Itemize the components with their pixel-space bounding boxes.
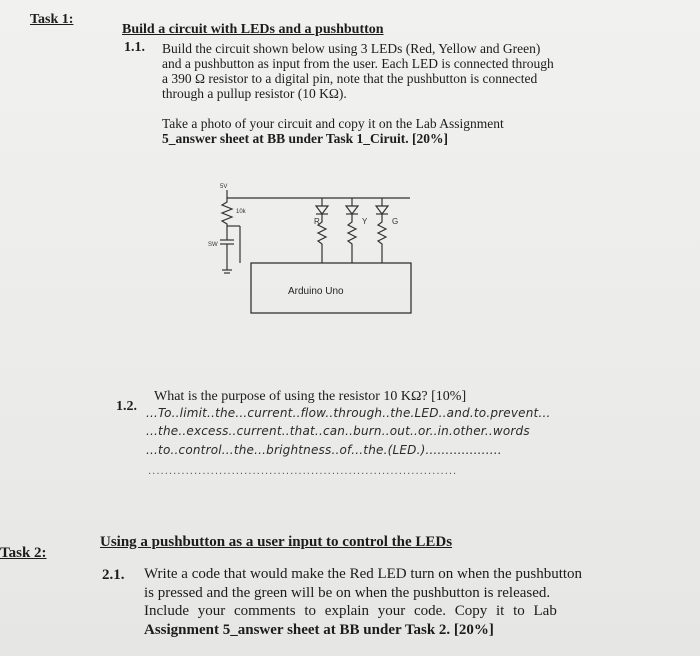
switch-label: SW (208, 242, 218, 248)
item-1-1-number: 1.1. (124, 40, 145, 55)
item-1-1-line: Build the circuit shown below using 3 LEDs (Red, Yellow and Green) (162, 41, 541, 56)
item-1-1-line: and a pushbutton as input from the user. Each LED is connected through (162, 56, 554, 71)
circuit-diagram (200, 178, 420, 318)
answer-line: ...to..control...the...brightness..of...the.(LED.)................... (146, 443, 502, 457)
item-2-1-number: 2.1. (102, 567, 125, 583)
answer-line: ...the..excess..current..that..can..burn..out..or..in.other..words (146, 424, 530, 438)
led-label-red: R (314, 217, 320, 226)
item-1-1-line: a 390 Ω resistor to a digital pin, note that the pushbutton is connected (162, 71, 538, 86)
led-branch-yellow (346, 198, 358, 263)
photo-instruction-line: Take a photo of your circuit and copy it on the Lab Assignment (162, 116, 504, 131)
task2-label: Task 2: (0, 545, 47, 561)
item-2-1-line: Assignment 5_answer sheet at BB under Task 2. [20%] (144, 621, 494, 638)
task2-heading: Using a pushbutton as a user input to control the LEDs (100, 534, 453, 550)
task1-label: Task 1: (30, 12, 74, 27)
led-branch-red (316, 198, 328, 263)
item-1-2-question: What is the purpose of using the resistor 10 KΩ? [10%] (154, 389, 467, 404)
photo-instruction (162, 116, 602, 146)
item-2-1-line: Include your comments to explain your code. Copy it to Lab (144, 603, 557, 619)
led-label-yellow: Y (362, 217, 368, 226)
item-2-1-text (144, 565, 684, 639)
voltage-label: 5V (220, 184, 228, 190)
item-1-2-number: 1.2. (116, 399, 137, 414)
led-branch-green (376, 198, 388, 263)
photo-instruction-line: 5_answer sheet at BB under Task 1_Ciruit. [20%] (162, 131, 449, 146)
board-label: Arduino Uno (288, 286, 344, 297)
answer-blank-line: .......................................................................... (148, 466, 458, 477)
item-1-1-line: through a pullup resistor (10 KΩ). (162, 86, 347, 101)
led-label-green: G (392, 217, 399, 226)
item-2-1-line: Write a code that would make the Red LED turn on when the pushbutton (144, 566, 583, 582)
item-1-1-text (162, 41, 602, 101)
resistor-label: 10k (236, 209, 246, 215)
task1-heading: Build a circuit with LEDs and a pushbutton (122, 22, 384, 37)
item-2-1-line: is pressed and the green will be on when the pushbutton is released. (144, 584, 551, 601)
answer-line: ...To..limit..the...current..flow..through..the.LED..and.to.prevent... (146, 406, 551, 420)
